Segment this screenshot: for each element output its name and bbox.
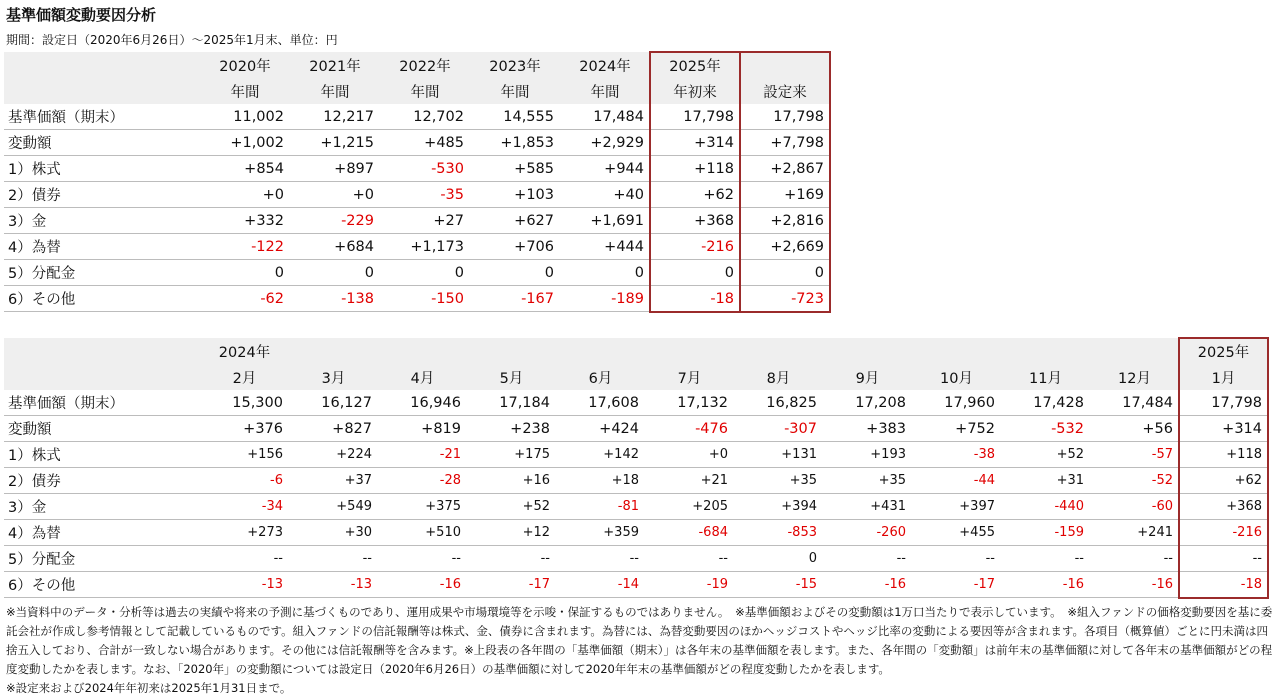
value-cell: +706 (470, 234, 560, 260)
value-cell: -44 (912, 468, 1001, 494)
value-cell: -- (1090, 546, 1179, 572)
value-cell: -62 (200, 286, 290, 312)
value-cell: 17,608 (556, 390, 645, 416)
column-header (734, 338, 823, 364)
value-cell: 12,217 (290, 104, 380, 130)
value-cell: +175 (467, 442, 556, 468)
value-cell: +62 (650, 182, 740, 208)
value-cell: -167 (470, 286, 560, 312)
page-title: 基準価額変動要因分析 (6, 6, 157, 24)
value-cell: +241 (1090, 520, 1179, 546)
value-cell: -- (289, 546, 378, 572)
column-header: 2024年 (560, 52, 650, 78)
row-label: 1）株式 (4, 156, 200, 182)
table-row (4, 208, 830, 234)
value-cell: 16,127 (289, 390, 378, 416)
value-cell: -16 (1001, 572, 1090, 598)
table-row (4, 494, 1268, 520)
value-cell: 12,702 (380, 104, 470, 130)
value-cell: -16 (1090, 572, 1179, 598)
disclaimer-notes (6, 603, 1278, 698)
value-cell: -16 (823, 572, 912, 598)
value-cell: +819 (378, 416, 467, 442)
column-header: 12月 (1090, 364, 1179, 390)
value-cell: +827 (289, 416, 378, 442)
column-header: 年間 (470, 78, 560, 104)
value-cell: -260 (823, 520, 912, 546)
value-cell: +40 (560, 182, 650, 208)
value-cell: 11,002 (200, 104, 290, 130)
value-cell: -52 (1090, 468, 1179, 494)
row-label: 2）債券 (4, 468, 200, 494)
value-cell: +375 (378, 494, 467, 520)
value-cell: +35 (734, 468, 823, 494)
value-cell: -307 (734, 416, 823, 442)
value-cell: -- (467, 546, 556, 572)
column-header (1090, 338, 1179, 364)
value-cell: +21 (645, 468, 734, 494)
value-cell: -189 (560, 286, 650, 312)
value-cell: 0 (380, 260, 470, 286)
value-cell: +394 (734, 494, 823, 520)
value-cell: +585 (470, 156, 560, 182)
value-cell: +397 (912, 494, 1001, 520)
value-cell: -15 (734, 572, 823, 598)
value-cell: +424 (556, 416, 645, 442)
value-cell: -18 (650, 286, 740, 312)
value-cell: +2,929 (560, 130, 650, 156)
value-cell: +2,669 (740, 234, 830, 260)
value-cell: -13 (200, 572, 289, 598)
value-cell: +1,215 (290, 130, 380, 156)
table-row (4, 572, 1268, 598)
value-cell: -723 (740, 286, 830, 312)
value-cell: +854 (200, 156, 290, 182)
value-cell: +131 (734, 442, 823, 468)
value-cell: -138 (290, 286, 380, 312)
value-cell: -14 (556, 572, 645, 598)
column-header: 2025年 (1179, 338, 1268, 364)
value-cell: +118 (1179, 442, 1268, 468)
table-row (4, 104, 830, 130)
period-unit-caption: 期間：設定日（2020年6月26日）～2025年1月末、単位：円 (6, 33, 338, 47)
column-header: 2020年 (200, 52, 290, 78)
value-cell: +314 (1179, 416, 1268, 442)
value-cell: +383 (823, 416, 912, 442)
table-row (4, 390, 1268, 416)
value-cell: -21 (378, 442, 467, 468)
value-cell: +1,173 (380, 234, 470, 260)
value-cell: +142 (556, 442, 645, 468)
value-cell: 0 (560, 260, 650, 286)
value-cell: -150 (380, 286, 470, 312)
row-label: 6）その他 (4, 286, 200, 312)
column-header: 5月 (467, 364, 556, 390)
column-header: 2021年 (290, 52, 380, 78)
table-row (4, 520, 1268, 546)
value-cell: +103 (470, 182, 560, 208)
column-header (1001, 338, 1090, 364)
row-label: 4）為替 (4, 520, 200, 546)
value-cell: -17 (467, 572, 556, 598)
column-header (556, 338, 645, 364)
value-cell: +1,853 (470, 130, 560, 156)
header-corner (4, 78, 200, 104)
value-cell: +0 (290, 182, 380, 208)
value-cell: 0 (650, 260, 740, 286)
row-label: 5）分配金 (4, 546, 200, 572)
value-cell: 17,428 (1001, 390, 1090, 416)
column-header: 3月 (289, 364, 378, 390)
column-header (823, 338, 912, 364)
table-row (4, 468, 1268, 494)
value-cell: 17,132 (645, 390, 734, 416)
value-cell: 0 (290, 260, 380, 286)
value-cell: -28 (378, 468, 467, 494)
value-cell: +0 (645, 442, 734, 468)
value-cell: -684 (645, 520, 734, 546)
value-cell: -19 (645, 572, 734, 598)
row-label: 4）為替 (4, 234, 200, 260)
value-cell: -- (1179, 546, 1268, 572)
value-cell: -440 (1001, 494, 1090, 520)
value-cell: +897 (290, 156, 380, 182)
column-header: 2024年 (200, 338, 289, 364)
column-header (645, 338, 734, 364)
value-cell: +224 (289, 442, 378, 468)
value-cell: +444 (560, 234, 650, 260)
value-cell: +37 (289, 468, 378, 494)
value-cell: -- (200, 546, 289, 572)
value-cell: -81 (556, 494, 645, 520)
value-cell: +684 (290, 234, 380, 260)
column-header: 4月 (378, 364, 467, 390)
value-cell: +368 (650, 208, 740, 234)
value-cell: 0 (200, 260, 290, 286)
value-cell: -- (645, 546, 734, 572)
column-header (912, 338, 1001, 364)
value-cell: +2,816 (740, 208, 830, 234)
value-cell: +156 (200, 442, 289, 468)
value-cell: -532 (1001, 416, 1090, 442)
column-header: 2022年 (380, 52, 470, 78)
column-header: 2023年 (470, 52, 560, 78)
row-label: 6）その他 (4, 572, 200, 598)
value-cell: -34 (200, 494, 289, 520)
column-header: 年間 (200, 78, 290, 104)
table-row (4, 182, 830, 208)
value-cell: 17,798 (740, 104, 830, 130)
value-cell: +118 (650, 156, 740, 182)
header-corner (4, 52, 200, 78)
row-label: 5）分配金 (4, 260, 200, 286)
value-cell: +16 (467, 468, 556, 494)
value-cell: -216 (1179, 520, 1268, 546)
column-header: 8月 (734, 364, 823, 390)
value-cell: 17,960 (912, 390, 1001, 416)
table-row (4, 416, 1268, 442)
column-header: 6月 (556, 364, 645, 390)
table-row (4, 156, 830, 182)
value-cell: +485 (380, 130, 470, 156)
value-cell: +12 (467, 520, 556, 546)
value-cell: 15,300 (200, 390, 289, 416)
header-corner (4, 338, 200, 364)
value-cell: +359 (556, 520, 645, 546)
table-row (4, 260, 830, 286)
value-cell: +205 (645, 494, 734, 520)
value-cell: +31 (1001, 468, 1090, 494)
value-cell: 16,825 (734, 390, 823, 416)
column-header (289, 338, 378, 364)
value-cell: -- (556, 546, 645, 572)
column-header: 10月 (912, 364, 1001, 390)
value-cell: +169 (740, 182, 830, 208)
monthly-attribution-table (4, 338, 1268, 598)
value-cell: -- (912, 546, 1001, 572)
value-cell: -16 (378, 572, 467, 598)
row-label: 基準価額（期末） (4, 104, 200, 130)
value-cell: -- (378, 546, 467, 572)
value-cell: -35 (380, 182, 470, 208)
value-cell: +314 (650, 130, 740, 156)
value-cell: +431 (823, 494, 912, 520)
value-cell: +52 (467, 494, 556, 520)
value-cell: 0 (470, 260, 560, 286)
value-cell: -853 (734, 520, 823, 546)
value-cell: 0 (740, 260, 830, 286)
value-cell: 17,184 (467, 390, 556, 416)
value-cell: -38 (912, 442, 1001, 468)
value-cell: +273 (200, 520, 289, 546)
column-header (378, 338, 467, 364)
table-row (4, 130, 830, 156)
column-header: 1月 (1179, 364, 1268, 390)
disclaimer-note: ※当資料中のデータ・分析等は過去の実績や将来の予測に基づくものであり、運用成果や市場環境等を示唆・保証するものではありません。 ※基準価額およびその変動額は1万口当たりで表示しています。 ※組入ファンドの価格変動要因を基に委託会社が作成し参考情報として記載しているものです。組入ファンドの信託報酬等は株式、金、債券に含まれます。為替には、為替変動要因のほかヘッジコストやヘッジ比率の変動による要因等が含まれます。各項目（概算値）ごとに円未満は四捨五入しており、合計が一致しない場合があります。その他には信託報酬等を含みます。※上段表の各年間の「基準価額（期末）」は各年末の基準価額を表します。また、各年間の「変動額」は前年末の基準価額に対して各年末の基準価額がどの程度変動したかを表します。なお、「2020年」の変動額については設定日（2020年6月26日）の基準価額に対して2020年年末の基準価額がどの程度変動したかを表します。 (6, 605, 1273, 676)
row-label: 基準価額（期末） (4, 390, 200, 416)
table-row (4, 546, 1268, 572)
row-label: 3）金 (4, 494, 200, 520)
column-header: 7月 (645, 364, 734, 390)
value-cell: +52 (1001, 442, 1090, 468)
value-cell: +35 (823, 468, 912, 494)
value-cell: +332 (200, 208, 290, 234)
table-row (4, 442, 1268, 468)
value-cell: +27 (380, 208, 470, 234)
value-cell: 0 (734, 546, 823, 572)
value-cell: +368 (1179, 494, 1268, 520)
value-cell: -122 (200, 234, 290, 260)
column-header: 設定来 (740, 78, 830, 104)
column-header: 2月 (200, 364, 289, 390)
column-header: 9月 (823, 364, 912, 390)
value-cell: +56 (1090, 416, 1179, 442)
value-cell: +510 (378, 520, 467, 546)
value-cell: 17,798 (650, 104, 740, 130)
value-cell: -13 (289, 572, 378, 598)
column-header: 年初来 (650, 78, 740, 104)
value-cell: -- (1001, 546, 1090, 572)
value-cell: +0 (200, 182, 290, 208)
value-cell: -60 (1090, 494, 1179, 520)
value-cell: 16,946 (378, 390, 467, 416)
value-cell: -216 (650, 234, 740, 260)
header-corner (4, 364, 200, 390)
row-label: 3）金 (4, 208, 200, 234)
value-cell: +455 (912, 520, 1001, 546)
column-header: 年間 (380, 78, 470, 104)
value-cell: 17,798 (1179, 390, 1268, 416)
value-cell: +944 (560, 156, 650, 182)
table-row (4, 286, 830, 312)
value-cell: +1,691 (560, 208, 650, 234)
value-cell: +238 (467, 416, 556, 442)
value-cell: +1,002 (200, 130, 290, 156)
value-cell: 17,484 (1090, 390, 1179, 416)
value-cell: +62 (1179, 468, 1268, 494)
column-header (740, 52, 830, 78)
value-cell: -57 (1090, 442, 1179, 468)
value-cell: +7,798 (740, 130, 830, 156)
value-cell: -- (823, 546, 912, 572)
value-cell: -17 (912, 572, 1001, 598)
value-cell: 17,484 (560, 104, 650, 130)
row-label: 変動額 (4, 416, 200, 442)
value-cell: -6 (200, 468, 289, 494)
value-cell: +549 (289, 494, 378, 520)
column-header: 年間 (560, 78, 650, 104)
value-cell: +30 (289, 520, 378, 546)
value-cell: -229 (290, 208, 380, 234)
value-cell: +193 (823, 442, 912, 468)
value-cell: -530 (380, 156, 470, 182)
value-cell: -159 (1001, 520, 1090, 546)
value-cell: +752 (912, 416, 1001, 442)
column-header: 11月 (1001, 364, 1090, 390)
value-cell: +18 (556, 468, 645, 494)
value-cell: +627 (470, 208, 560, 234)
value-cell: +376 (200, 416, 289, 442)
value-cell: -18 (1179, 572, 1268, 598)
row-label: 変動額 (4, 130, 200, 156)
column-header: 2025年 (650, 52, 740, 78)
value-cell: 14,555 (470, 104, 560, 130)
table-row (4, 234, 830, 260)
value-cell: +2,867 (740, 156, 830, 182)
row-label: 1）株式 (4, 442, 200, 468)
column-header: 年間 (290, 78, 380, 104)
value-cell: 17,208 (823, 390, 912, 416)
annual-attribution-table (4, 52, 830, 312)
row-label: 2）債券 (4, 182, 200, 208)
column-header (467, 338, 556, 364)
disclaimer-note: ※設定来および2024年年初来は2025年1月31日まで。 (6, 681, 292, 695)
value-cell: -476 (645, 416, 734, 442)
